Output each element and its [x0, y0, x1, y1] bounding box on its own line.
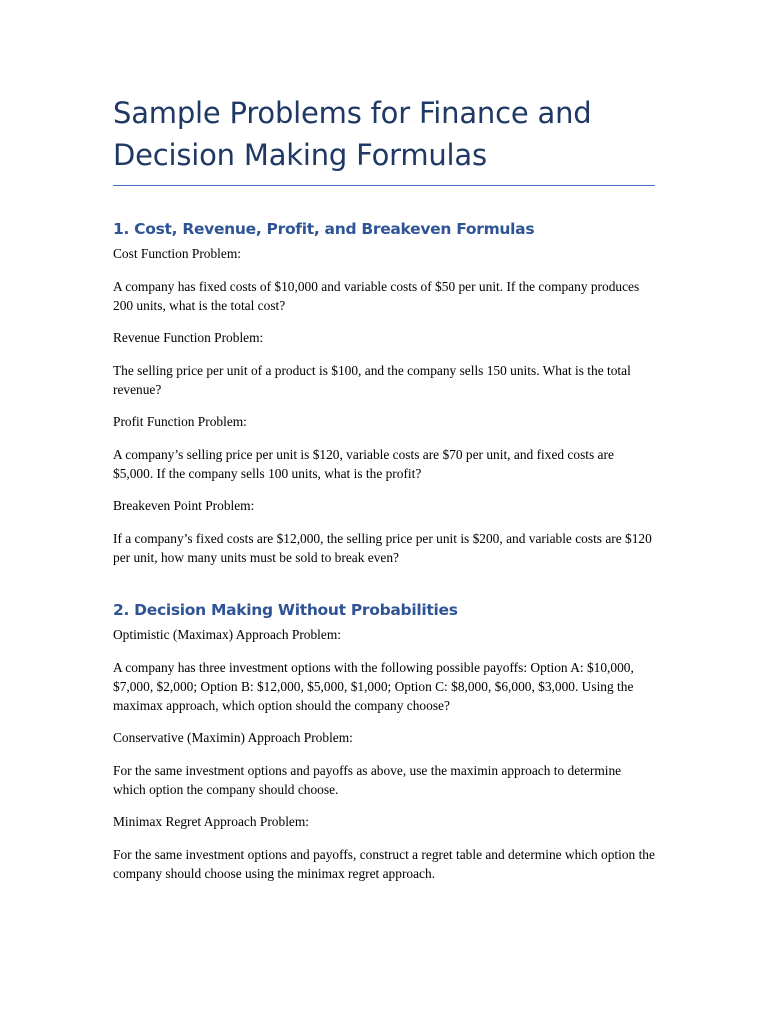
- problem-text: A company has fixed costs of $10,000 and variable costs of $50 per unit. If the company produces 200 units, what is the total cost?: [113, 279, 640, 313]
- title-underline: [113, 185, 655, 186]
- section-cost-revenue-profit: [113, 219, 656, 567]
- problem-text: A company’s selling price per unit is $120, variable costs are $70 per unit, and fixed costs are $5,000. If the company sells 100 units, what is the profit?: [113, 447, 614, 481]
- problem-label: Breakeven Point Problem:: [113, 498, 255, 513]
- section-heading: 2. Decision Making Without Probabilities: [113, 601, 458, 619]
- document-page: [113, 92, 656, 883]
- problem-text: A company has three investment options with the following possible payoffs: Option A: $10,000, $7,000, $2,000; Option B: $12,000, $5,000, $1,000; Option C: $8,000, $6,000, $3,000. Using the maximax approach, which option should the company choose?: [113, 660, 634, 713]
- section-heading: 1. Cost, Revenue, Profit, and Breakeven Formulas: [113, 220, 535, 238]
- problem-text: For the same investment options and payoffs as above, use the maximin approach to determine which option the company should choose.: [113, 763, 622, 797]
- problem-label: Minimax Regret Approach Problem:: [113, 814, 309, 829]
- problem-text: If a company’s fixed costs are $12,000, the selling price per unit is $200, and variable costs are $120 per unit, how many units must be sold to break even?: [113, 531, 652, 565]
- problem-label: Revenue Function Problem:: [113, 330, 264, 345]
- problem-label: Conservative (Maximin) Approach Problem:: [113, 730, 353, 745]
- problem-label: Cost Function Problem:: [113, 246, 241, 261]
- problem-text: The selling price per unit of a product is $100, and the company sells 150 units. What is the total revenue?: [113, 363, 631, 397]
- document-title: Sample Problems for Finance and Decision Making Formulas: [113, 96, 592, 172]
- section-decision-making: [113, 600, 656, 883]
- problem-label: Optimistic (Maximax) Approach Problem:: [113, 627, 341, 642]
- problem-text: For the same investment options and payoffs, construct a regret table and determine which option the company should choose using the minimax regret approach.: [113, 847, 655, 881]
- problem-label: Profit Function Problem:: [113, 414, 247, 429]
